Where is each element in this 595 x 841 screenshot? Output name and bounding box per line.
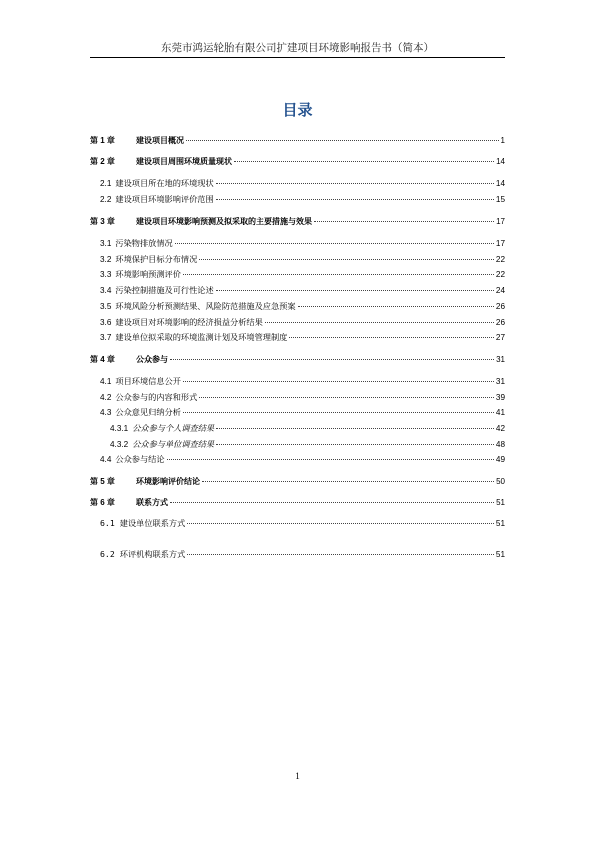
toc-entry-label: 环境保护目标分布情况 <box>115 254 198 264</box>
toc-entry[interactable] <box>100 269 505 280</box>
toc-entry-label: 建设项目概况 <box>136 136 184 145</box>
toc-entry-label: 环境影响预测评价 <box>115 269 181 279</box>
toc-entry-page: 50 <box>496 477 505 486</box>
toc-entry[interactable] <box>100 454 505 465</box>
toc-entry-label: 建设项目对环境影响的经济损益分析结果 <box>115 317 263 327</box>
toc-entry-page: 51 <box>495 519 505 528</box>
toc-entry-page: 49 <box>495 455 505 464</box>
toc-entry-page: 22 <box>495 255 505 264</box>
toc-entry-label: 环境风险分析预测结果、风险防范措施及应急预案 <box>115 301 296 311</box>
toc-entry-label: 建设项目周围环境质量现状 <box>136 157 232 166</box>
toc-entry-number: 4.2 <box>100 393 112 402</box>
toc-entry-number: 3.4 <box>100 286 112 295</box>
toc-entry-number: 2.2 <box>100 195 112 204</box>
toc-entry[interactable] <box>100 178 505 189</box>
toc-entry-number: 4.3.2 <box>110 440 129 449</box>
toc-dot-leader <box>199 259 494 260</box>
toc-entry-page: 48 <box>495 440 505 449</box>
toc-dot-leader <box>216 428 494 429</box>
toc-entry-number: 4.3.1 <box>110 424 129 433</box>
toc-title: 目录 <box>282 101 313 119</box>
toc-entry-label: 公众参与单位调查结果 <box>132 439 215 449</box>
toc-entry-page: 26 <box>495 318 505 327</box>
toc-dot-leader <box>170 359 494 360</box>
toc-entry[interactable] <box>90 156 505 167</box>
toc-entry[interactable] <box>100 518 505 529</box>
toc-dot-leader <box>216 444 494 445</box>
toc-entry-number: 4.4 <box>100 455 112 464</box>
toc-dot-leader <box>234 161 494 162</box>
toc-entry[interactable] <box>100 194 505 205</box>
toc-entry-label: 项目环境信息公开 <box>115 376 181 386</box>
toc-entry[interactable] <box>100 301 505 312</box>
toc-entry-page: 14 <box>496 157 505 166</box>
toc-dot-leader <box>289 337 494 338</box>
toc-entry-label: 建设项目环境影响评价范围 <box>115 194 214 204</box>
toc-entry[interactable] <box>100 332 505 343</box>
toc-dot-leader <box>216 183 494 184</box>
toc-dot-leader <box>298 306 494 307</box>
toc-entry[interactable] <box>90 216 505 227</box>
toc-entry-number: 第 3 章 <box>90 217 115 226</box>
toc-dot-leader <box>202 481 494 482</box>
toc-entry[interactable] <box>100 238 505 249</box>
toc-entry-page: 17 <box>495 239 505 248</box>
toc-entry-label: 建设项目环境影响预测及拟采取的主要措施与效果 <box>136 217 312 226</box>
toc-entry-page: 51 <box>496 498 505 507</box>
toc-entry-number: 第 1 章 <box>90 136 115 145</box>
toc-entry[interactable] <box>100 392 505 403</box>
toc-entry-number: 4.3 <box>100 408 112 417</box>
toc-entry[interactable] <box>100 376 505 387</box>
toc-entry-label: 建设单位联系方式 <box>119 518 186 528</box>
toc-entry-label: 环境影响评价结论 <box>136 477 200 486</box>
toc-entry-number: 第 6 章 <box>90 498 115 507</box>
toc-entry[interactable] <box>90 354 505 365</box>
toc-entry[interactable] <box>100 317 505 328</box>
toc-entry-number: 2.1 <box>100 179 112 188</box>
toc-entry-page: 17 <box>496 217 505 226</box>
toc-entry-page: 31 <box>496 355 505 364</box>
toc-entry-number: 3.7 <box>100 333 112 342</box>
toc-entry[interactable] <box>110 439 505 450</box>
toc-entry-number: 3.5 <box>100 302 112 311</box>
toc-entry-number: 第 5 章 <box>90 477 115 486</box>
toc-entry[interactable] <box>100 254 505 265</box>
toc-entry-page: 26 <box>495 302 505 311</box>
toc-entry-number: 6.1 <box>100 518 115 528</box>
toc-entry-label: 污染物排放情况 <box>115 238 173 248</box>
toc-dot-leader <box>167 459 494 460</box>
toc-entry-label: 公众参与个人调查结果 <box>132 423 215 433</box>
toc-entry-page: 14 <box>495 179 505 188</box>
toc-dot-leader <box>187 523 494 524</box>
toc-entry-label: 公众参与的内容和形式 <box>115 392 198 402</box>
toc-entry-label: 联系方式 <box>136 498 168 507</box>
toc-dot-leader <box>183 381 494 382</box>
toc-entry-number: 3.3 <box>100 270 112 279</box>
toc-entry[interactable] <box>100 549 505 560</box>
toc-entry[interactable] <box>90 497 505 508</box>
toc-entry-page: 39 <box>495 393 505 402</box>
header-rule <box>90 57 505 58</box>
toc-entry-label: 建设单位拟采取的环境监测计划及环境管理制度 <box>115 332 288 342</box>
toc-dot-leader <box>216 290 494 291</box>
toc-entry-label: 环评机构联系方式 <box>119 549 186 559</box>
running-header: 东莞市鸿运轮胎有限公司扩建项目环境影响报告书（简本） <box>161 42 434 54</box>
toc-entry-page: 27 <box>495 333 505 342</box>
page-number: 1 <box>295 771 300 781</box>
toc-entry-label: 公众意见归纳分析 <box>115 407 181 417</box>
toc-dot-leader <box>187 554 494 555</box>
toc-entry-number: 3.2 <box>100 255 112 264</box>
toc-dot-leader <box>216 199 494 200</box>
toc-entry-page: 1 <box>500 136 505 145</box>
toc-entry-page: 31 <box>495 377 505 386</box>
toc-entry-page: 22 <box>495 270 505 279</box>
toc-entry-page: 51 <box>495 550 505 559</box>
toc-entry-label: 建设项目所在地的环境现状 <box>115 178 214 188</box>
toc-entry-number: 3.1 <box>100 239 112 248</box>
toc-dot-leader <box>183 274 494 275</box>
toc-entry-number: 第 2 章 <box>90 157 115 166</box>
toc-entry[interactable] <box>90 135 505 146</box>
toc-entry-number: 4.1 <box>100 377 112 386</box>
toc-dot-leader <box>314 221 494 222</box>
toc-dot-leader <box>265 322 494 323</box>
toc-dot-leader <box>175 243 494 244</box>
toc-dot-leader <box>170 502 494 503</box>
toc-dot-leader <box>186 140 499 141</box>
toc-entry[interactable] <box>90 476 505 487</box>
toc-dot-leader <box>199 397 494 398</box>
toc-entry[interactable] <box>100 407 505 418</box>
toc-entry-label: 公众参与结论 <box>115 454 165 464</box>
toc-entry-number: 3.6 <box>100 318 112 327</box>
toc-entry-page: 42 <box>495 424 505 433</box>
toc-entry-number: 6.2 <box>100 549 115 559</box>
toc-entry-page: 41 <box>495 408 505 417</box>
toc-entry-label: 污染控制措施及可行性论述 <box>115 285 214 295</box>
toc-entry-page: 24 <box>495 286 505 295</box>
toc-entry[interactable] <box>100 285 505 296</box>
toc-entry-label: 公众参与 <box>136 355 168 364</box>
toc-dot-leader <box>183 412 494 413</box>
toc-entry-page: 15 <box>495 195 505 204</box>
toc-entry-number: 第 4 章 <box>90 355 115 364</box>
toc-entry[interactable] <box>110 423 505 434</box>
